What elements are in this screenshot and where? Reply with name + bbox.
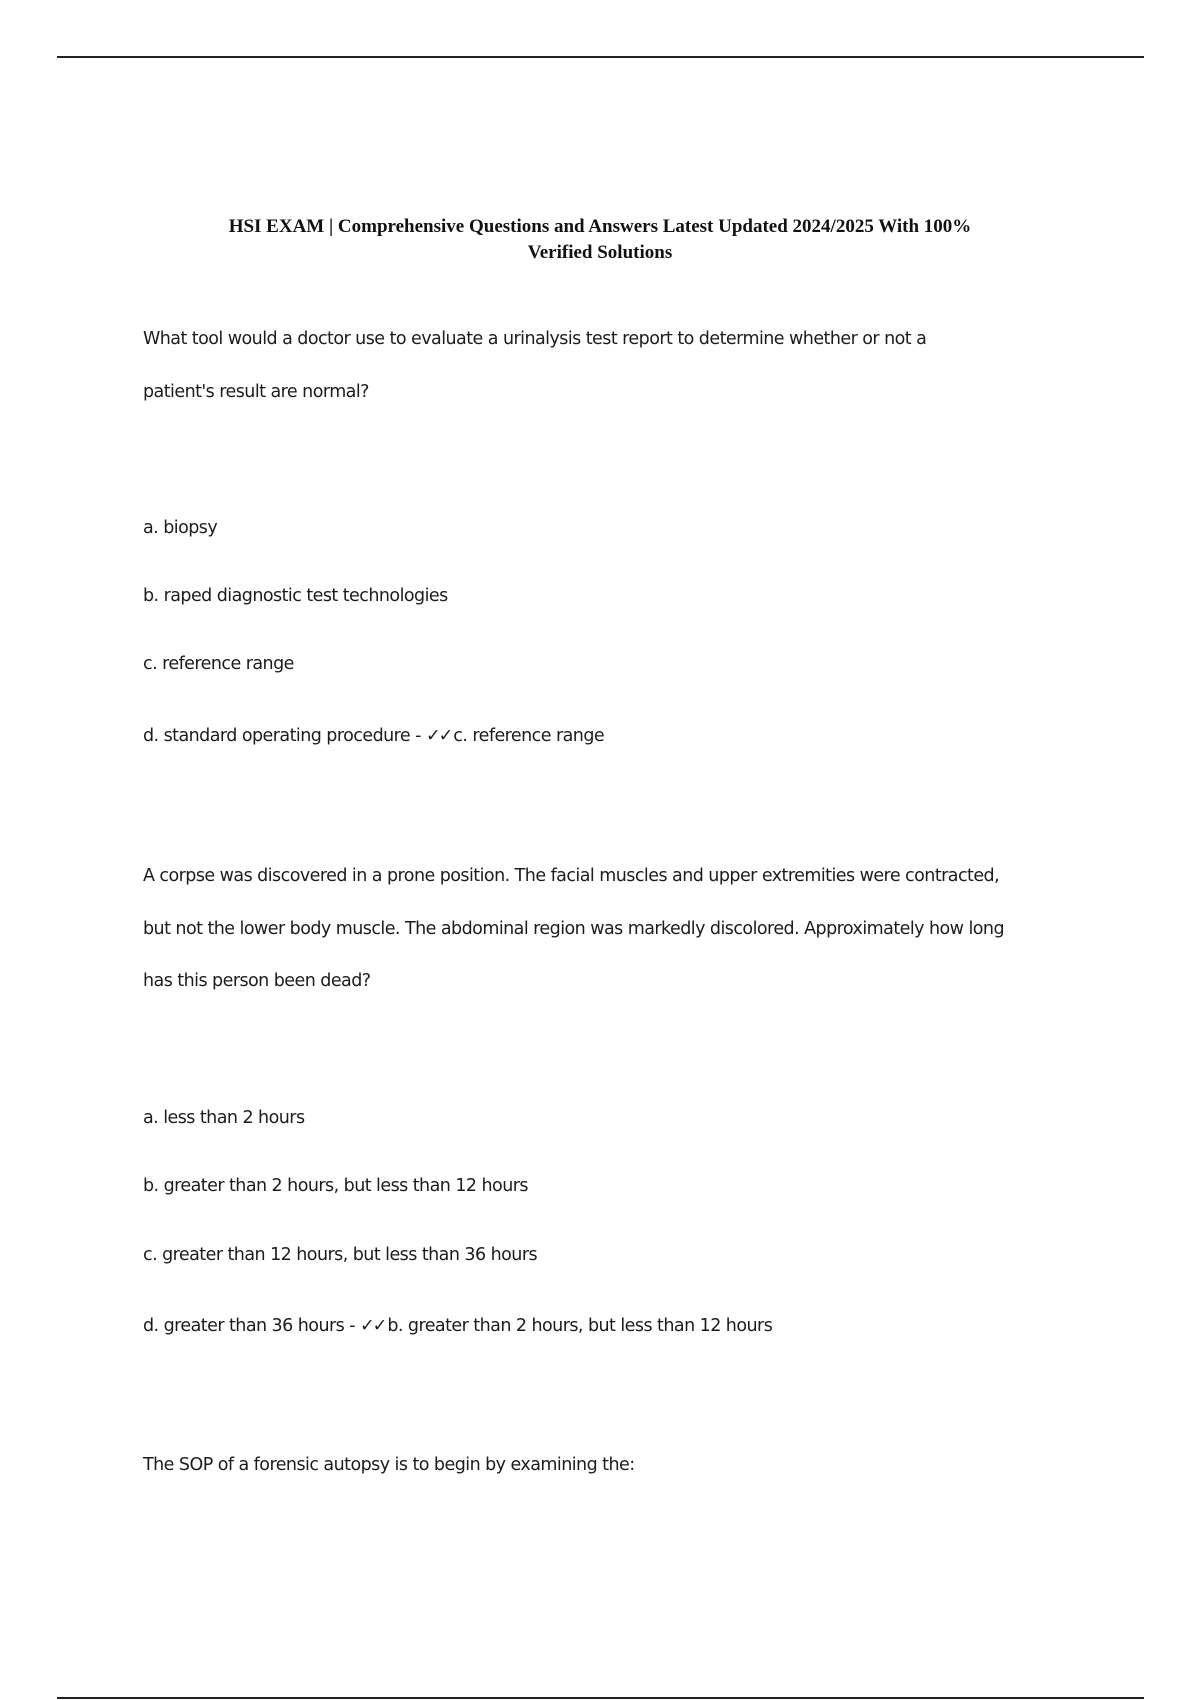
question-1-option-a: a. biopsy: [143, 518, 218, 538]
check-mark-icon: ✓✓: [359, 1316, 386, 1336]
question-2-stem-line-1: A corpse was discovered in a prone position. The facial muscles and upper extremities were contracted,: [143, 866, 1000, 886]
question-2-option-d: d. greater than 36 hours -: [143, 1316, 360, 1336]
header-rule: [57, 56, 1144, 58]
question-1-option-d: d. standard operating procedure -: [143, 726, 426, 746]
check-mark-icon: ✓✓: [425, 726, 452, 746]
question-1-stem-line-2: patient's result are normal?: [143, 382, 369, 402]
question-2-option-d-with-answer: [143, 1314, 772, 1338]
question-2-answer: b. greater than 2 hours, but less than 12 hours: [387, 1316, 773, 1336]
question-1-option-c: c. reference range: [143, 654, 294, 674]
question-3-stem-line-1: The SOP of a forensic autopsy is to begin by examining the:: [143, 1455, 635, 1475]
question-2-option-b: b. greater than 2 hours, but less than 12 hours: [143, 1176, 528, 1196]
question-2-option-a: a. less than 2 hours: [143, 1108, 305, 1128]
question-1-option-b: b. raped diagnostic test technologies: [143, 586, 448, 606]
footer-rule: [57, 1697, 1144, 1699]
question-2-stem-line-3: has this person been dead?: [143, 971, 371, 991]
document-title: [150, 214, 1050, 266]
title-line-1: HSI EXAM | Comprehensive Questions and Answers Latest Updated 2024/2025 With 100%: [228, 216, 972, 237]
title-line-2: Verified Solutions: [527, 242, 673, 263]
question-1-answer: c. reference range: [453, 726, 605, 746]
question-1-stem-line-1: What tool would a doctor use to evaluate a urinalysis test report to determine whether or not a: [143, 329, 927, 349]
question-1-option-d-with-answer: [143, 724, 604, 748]
question-2-stem-line-2: but not the lower body muscle. The abdominal region was markedly discolored. Approximately how long: [143, 919, 1005, 939]
question-2-option-c: c. greater than 12 hours, but less than 36 hours: [143, 1245, 538, 1265]
